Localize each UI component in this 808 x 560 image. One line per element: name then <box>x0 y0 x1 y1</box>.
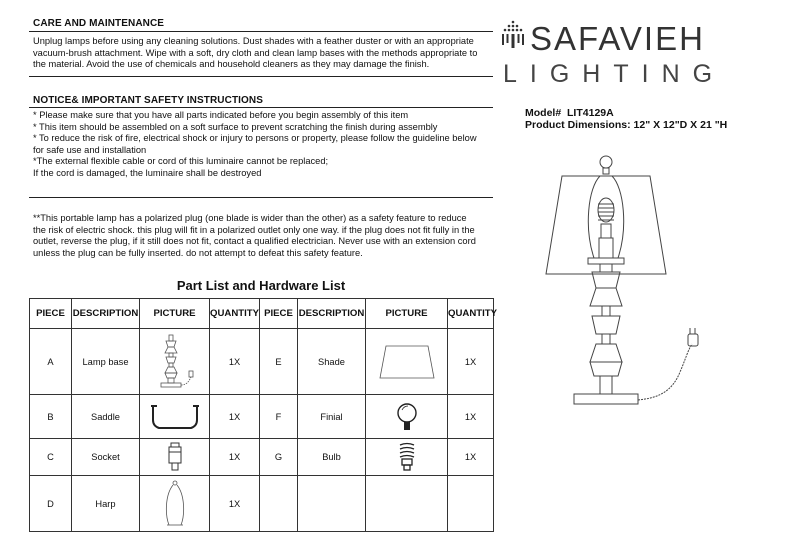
header-quantity: QUANTITY <box>448 299 494 329</box>
notice-line: If the cord is damaged, the luminaire shall be destroyed <box>33 167 262 178</box>
plug-line: outlet, reverse the plug, if it still does not fit, contact a qualified electrician. Never use with an extension cord <box>33 236 476 247</box>
description-cell: Saddle <box>72 395 140 438</box>
quantity-cell: 1X <box>210 395 260 438</box>
picture-cell <box>366 329 448 395</box>
piece-cell <box>260 476 298 532</box>
parts-table <box>29 298 498 532</box>
piece-cell: C <box>30 438 72 475</box>
lamp-base-icon <box>155 333 195 391</box>
dimensions-line <box>525 119 727 131</box>
quantity-cell <box>448 476 494 532</box>
harp-icon <box>161 479 189 529</box>
shade-outline <box>546 176 666 274</box>
table-row <box>30 329 494 395</box>
divider <box>29 107 493 108</box>
plug-text <box>33 213 493 259</box>
divider <box>29 31 493 32</box>
quantity-cell: 1X <box>448 438 494 475</box>
description-cell: Harp <box>72 476 140 532</box>
header-piece: PIECE <box>30 299 72 329</box>
quantity-cell: 1X <box>210 329 260 395</box>
notice-line: * Please make sure that you have all parts indicated before you begin assembly of this item <box>33 110 409 120</box>
picture-cell <box>140 329 210 395</box>
piece-cell: D <box>30 476 72 532</box>
notice-line: for safe use and installation <box>33 144 147 155</box>
care-line: the material. Avoid the use of chemicals and household cleaners as they may damage the finish. <box>33 59 430 70</box>
header-picture: PICTURE <box>140 299 210 329</box>
bulb-icon <box>396 441 418 473</box>
quantity-cell: 1X <box>448 329 494 395</box>
picture-cell <box>366 395 448 438</box>
divider <box>29 197 493 198</box>
notice-line: * This item should be assembled on a soft surface to prevent scratching the finish during assembly <box>33 121 438 132</box>
piece-cell: E <box>260 329 298 395</box>
care-line: Unplug lamps before using any cleaning solutions. Dust shades with a feather duster or with an appropriate <box>33 36 474 46</box>
care-heading: CARE AND MAINTENANCE <box>33 18 165 29</box>
table-row <box>30 476 494 532</box>
table-row <box>30 395 494 438</box>
description-cell <box>298 476 366 532</box>
notice-line: * To reduce the risk of fire, electrical shock or injury to persons or property, please follow the guideline below <box>33 133 477 144</box>
finial-icon <box>395 402 419 432</box>
lamp-illustration <box>540 148 710 416</box>
picture-cell <box>366 476 448 532</box>
notice-line: *The external flexible cable or cord of this luminaire cannot be replaced; <box>33 156 329 167</box>
care-text <box>33 36 493 71</box>
table-row <box>30 438 494 475</box>
header-picture: PICTURE <box>366 299 448 329</box>
brand-name: SAFAVIEH <box>530 20 705 57</box>
shade-icon <box>378 342 436 382</box>
piece-cell: F <box>260 395 298 438</box>
plug-line: **This portable lamp has a polarized plug (one blade is wider than the other) as a safety feature to reduce <box>33 213 467 223</box>
piece-cell: A <box>30 329 72 395</box>
description-cell: Shade <box>298 329 366 395</box>
picture-cell <box>140 395 210 438</box>
quantity-cell: 1X <box>448 395 494 438</box>
header-description: DESCRIPTION <box>72 299 140 329</box>
model-line <box>525 107 614 119</box>
brand-sub: LIGHTING <box>503 60 726 88</box>
header-piece: PIECE <box>260 299 298 329</box>
saddle-icon <box>149 402 201 432</box>
quantity-cell: 1X <box>210 476 260 532</box>
table-header-row <box>30 299 494 329</box>
model-number: LIT4129A <box>567 107 614 119</box>
description-cell: Lamp base <box>72 329 140 395</box>
dims-label: Product Dimensions: <box>525 119 631 131</box>
header-description: DESCRIPTION <box>298 299 366 329</box>
socket-icon <box>165 442 185 472</box>
quantity-cell: 1X <box>210 438 260 475</box>
dims-value: 12" X 12"D X 21 "H <box>633 119 728 131</box>
header-quantity: QUANTITY <box>210 299 260 329</box>
piece-cell: B <box>30 395 72 438</box>
piece-cell: G <box>260 438 298 475</box>
plug-line: unless the plug can be fully inserted. do not attempt to defeat this safety feature. <box>33 247 363 258</box>
description-cell: Socket <box>72 438 140 475</box>
plug-line: the risk of electric shock. this plug will fit in a polarized outlet only one way. if the plug does not fit fully in the <box>33 224 475 235</box>
model-label: Model# <box>525 107 562 119</box>
care-line: vacuum-brush attachment. Wipe with a soft, dry cloth and clean lamp bases with the methods appropriate to <box>33 47 478 58</box>
picture-cell <box>140 476 210 532</box>
picture-cell <box>140 438 210 475</box>
divider <box>29 76 493 77</box>
picture-cell <box>366 438 448 475</box>
notice-text <box>33 110 493 180</box>
description-cell: Bulb <box>298 438 366 475</box>
notice-heading: NOTICE& IMPORTANT SAFETY INSTRUCTIONS <box>33 95 263 106</box>
description-cell: Finial <box>298 395 366 438</box>
brand-logo-icon <box>498 20 528 50</box>
parts-title: Part List and Hardware List <box>176 278 346 293</box>
